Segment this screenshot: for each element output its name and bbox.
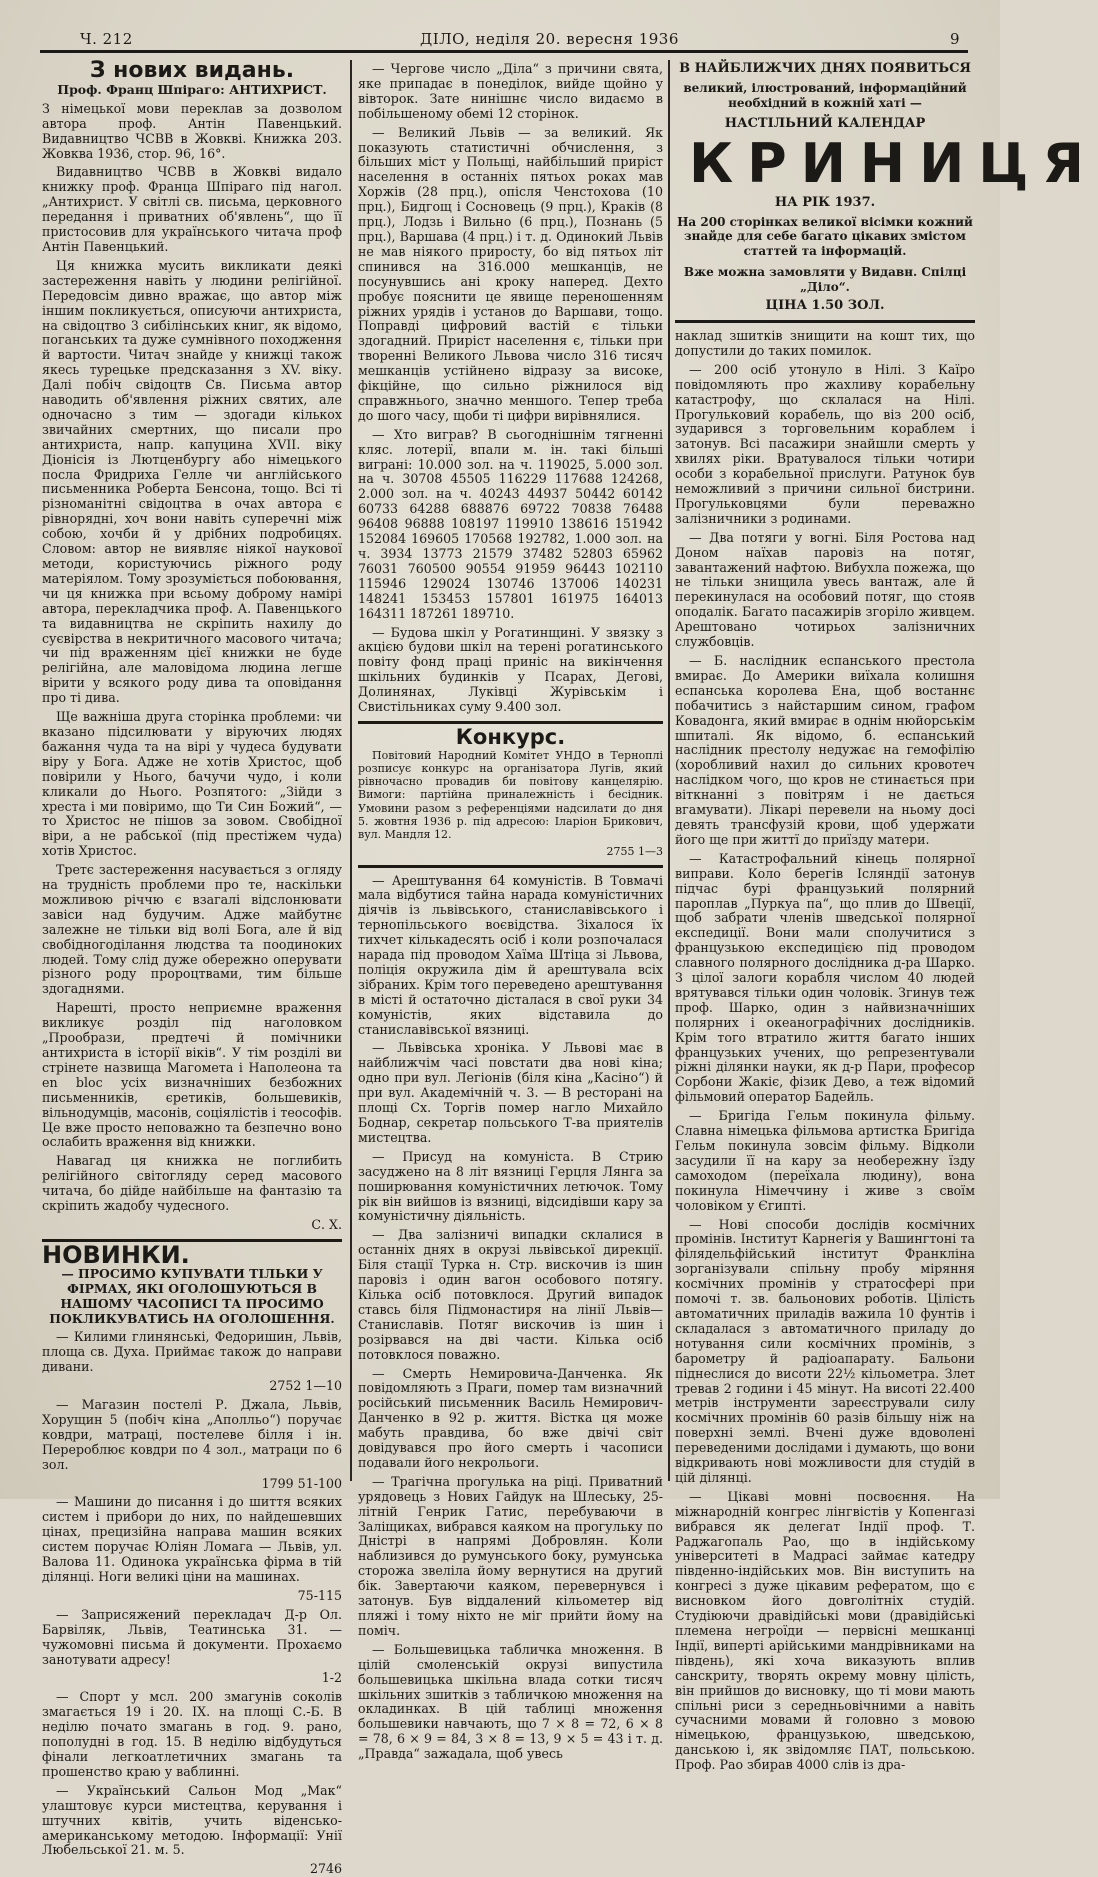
classified-ad: — Магазин постелі Р. Джала, Львів, Хорущин 5 (побіч кіна „Аполльо“) поручає ковдри, матраці, постелеве білля і ін. Перероблює ковдри по 4 зол., матраци по 6 зол. (42, 1397, 342, 1472)
review-paragraph: Видавництво ЧСВВ в Жовкві видало книжку проф. Франца Шпіраго під нагол. „Антихрист. У світлі св. письма, церковного передання і приватних об'явлень“, що її пристосовив для українського читача проф Антін Павенцький. (42, 164, 342, 254)
review-paragraph: Третє застереження насувається з огляду на трудність проблеми про те, наскільки можливою річчю є взагалі відслонювати завіси над будучим. Адже майбутнє залежне не тільки від волі Бога, але й від свобідногоділання людства та поодиноких людей. Тому слід дуже обережно оперувати різного роду пророцтвами, тим більше здогаднями. (42, 862, 342, 997)
ad-year: НА РІК 1937. (774, 194, 876, 210)
section-separator (358, 721, 663, 724)
page-number-right: 9 (949, 30, 960, 48)
column-2 (358, 61, 663, 1762)
news-item-continuation: наклад зшитків знищити на кошт тих, що допустили до таких помилок. (675, 327, 975, 358)
news-item: — Б. наслідник еспанського престола вмирає. До Америки виїхала колишня еспанська королева Ена, щоб востаннє побачитись з найстаршим сином, графом Ковадонга, який вмирає в однім нюйорськім шпиталі. Як відомо, б. еспанський наслідник престолу недужає на гемофілію (хоробливий нахил до сильних кровотеч наслідком чого, що кров не стинається при віткнанні з повітрям і не дається вгамувати). Лікарі перевели на ньому досі девять трансфузій крови, щоб удержати його ще при життї до приїзду матери. (675, 653, 975, 847)
review-paragraph: З німецької мови переклав за дозволом автора проф. Антін Павенцький. Видавництво ЧСВВ в Жовкві. Книжка 203. Жовква 1936, стор. 96, 16°. (42, 100, 342, 161)
news-item: — Два залізничі випадки склалися в останніх днях в окрузі львівської дирекції. Біля стації Турка н. Стр. вискочив із шин паровіз і один вагон особового потягу. Кілька осіб потовклося. Другий випадок ставсь біля Підмонастиря на лінії Львів—Станиславів. Потяг вискочив із шин і розірвався на дві части. Кілька осіб потовклося поважно. (358, 1227, 663, 1362)
ad-description: великий, ілюстрований, інформаційний необхідний в кожній хаті — (683, 80, 967, 110)
news-item: — Львівська хроніка. У Львові має в найближчім часі повстати два нові кіна; одно при вул. Легіонів (біля кіна „Касіно“) й при вул. Академічній ч. 3. — В ресторані на площі Сх. Торгів помер нагло Михайло Боднар, секретар польського Т-ва приятелів мистецтва. (358, 1040, 663, 1145)
news-item: — Великий Львів — за великий. Як показують статистичні обчислення, з більших міст у Польщі, найбільший приріст населення в останніх пятьох роках мав Хоржів (28 прц.), опісля Ченстохова (10 прц.), Бидгощ і Сосновець (9 прц.), Краків (8 прц.), Лодзь і Вильно (6 прц.), Познань (5 прц.), Варшава (4 прц.) і т. д. Одинокий Львів не мав ніякого приросту, бо від пятьох літ спинився на 316.000 мешканців, не посунувшись ані кроку наперед. Дехто пробує пояснити це явище переношенням ріжних урядів і установ до Варшави, тощо. Поправді цифровий вастій є тільки здогадний. Приріст населення є, тільки при творенні Великого Львова число 316 тисяч мешканців устійнено відразу за високе, фікційне, що сильно ріжнилося від справжнього, значно меншого. Тепер треба до шого часу, щоби ті цифри вирівнялися. (358, 124, 663, 423)
ad-announcement: В НАЙБЛИЖЧИХ ДНЯХ ПОЯВИТЬСЯ (679, 61, 971, 76)
review-paragraph: Нарешті, просто неприємне враження викликує розділ під наголовком „Прообрази, предтечі й помічники антихриста в історії віків“. У тім розділі ви стрінете назвища Магомета і Наполеона та en bloc усіх визначніших безбожних письменників, єретиків, большевиків, вільнодумців, масонів, соціялістів і теософів. Це вже просто неповажно та безпечно воно ослабить враження від книжки. (42, 1000, 342, 1150)
ad-price: ЦІНА 1.50 ЗОЛ. (765, 298, 885, 314)
news-item: — Трагічна прогулька на ріці. Приватний урядовець з Нових Гайдук на Шлеську, 25-літній Генрик Гатис, перебуваючи в Заліщиках, вибрався каяком на прогульку по Дністрі в напрямі Добровлян. Коли наблизився до румунського боку, румунська сторожа звеліла йому вернутися на другий бік. Завертаючи каяком, перевернувся і затонув. Був віддалений кільометер від пляжі і тому ніхто не міг прийти йому на поміч. (358, 1473, 663, 1638)
classified-ad-number: 1799 51-100 (261, 1475, 342, 1491)
section-separator (358, 865, 663, 868)
classified-ad-number: 1-2 (321, 1670, 342, 1686)
section-title-new-publications: З нових видань. (89, 58, 295, 83)
ad-title: КРИНИЦЯ (689, 131, 1098, 195)
news-item: — 200 осіб утонуло в Нілі. З Каїро повідомляють про жахливу корабельну катастрофу, що склалася на Нілі. Прогульковий корабель, що віз 200 осіб, зударився з торговельним кораблем і затонув. Всі пасажири знайшли смерть у хвилях ріки. Вратувалося тільки чотири особи з корабельної прислуги. Ратунок був неможливий з причини сильної бистрини. Прогульковцями були переважно залізничники з родинами. (675, 361, 975, 526)
news-item: — Чергове число „Діла“ з причини свята, яке припадає в понеділок, вийде щойно у вівторок. Зате нинішнє число видаємо в побільшеному обемі 12 сторінок. (358, 61, 663, 121)
masthead-date: ДІЛО, неділя 20. вересня 1936 (420, 30, 679, 48)
news-item: — Будова шкіл у Рогатинщині. У звязку з акцією будови шкіл на терені рогатинського повіту фонд праці приніс на викінчення шкільних будинків у Псарах, Дегові, Долинянах, Луківці Журівськім і Свистільниках суму 9.400 зол. (358, 624, 663, 715)
ad-body: На 200 сторінках великої вісімки кожний знайде для себе багато цікавих змістом статтей та інформацій. (677, 214, 973, 259)
news-item: — Большевицька табличка множення. В цілій смоленській окрузі випустила большевицька шкільна влада сотки тисяч шкільних зшитків з табличкою множення на окладинках. В цій таблиці множення большевики навчають, що 7 × 8 = 72, 6 × 8 = 78, 6 × 9 = 84, 3 × 8 = 13, 9 × 5 = 43 і т. д. „Правда“ зажадала, щоб увесь (358, 1641, 663, 1762)
page-header (60, 26, 960, 52)
review-signature: С. Х. (311, 1216, 342, 1232)
news-item: — Присуд на комуніста. В Стрию засуджено на 8 літ вязниці Герцля Лянга за поширювання комуністичних летючок. Тому рік він вийшов із вязниці, відсидівши кару за комуністичну діяльність. (358, 1148, 663, 1224)
news-item: — Нові способи дослідів космічних промінів. Інститут Карнегія у Вашингтоні та філядельфійський інститут Франкліна зорганізували спільну пробу міряння космічних промінів у стратосфері при помочі т. зв. бальонових роботів. Цілість автоматичних приладів важила 10 фунтів і складалася з автоматичного приладу до нотування сили космічних промінів, з барометру й радіоапарату. Бальони піднеслися до висоти 22½ кільометра. Злет тревав 2 години і 45 мінут. На висоті 22.400 метрів інструменти зареєстрували силу космічних промінів 60 разів більшу ніж на поверхні землі. Вчені дуже вдоволені переведеними дослідами і думають, що вони відкривають нові можливости для студій в цій ділянці. (675, 1216, 976, 1485)
review-paragraph: Ця книжка мусить викликати деякі застереження навіть у людини релігійної. Передовсім дивно вражає, що автор між іншим покликується, описуючи антихриста, на свідоцтво 3 сибілінських книг, як відомо, поганських та дуже сумнівного походження й вартости. Читач знайде у книжці також якесь турецьке предсказання з XV. віку. Далі побіч свідоцтв Св. Письма автор наводить об'явлення ріжних святих, але одночасно з тим — здогади кількох звичайних смертних, що писали про антихриста, напр. капуцина XVII. віку Діонісія із Лютценбургу або німецького посла Фридриха Гелле чи англійського письменника Роберта Бенсона, тощо. Всі ті різноманітні свідоцтва в очах автора є рівнорядні, хоч вони навіть суперечні між собою, хочби й у дрібних подробицях. Словом: автор не виявляє ніякої наукової методи, користуючись ріжного роду матеріялом. Тому зрозуміється побоювання, чи ця книжка при всьому доброму намірі автора, перекладчика проф. А. Павенцького та видавництва не скріпить нахилу до суєвірства в некритичного масового читача; чи під враженням цієї книжки не буде релігійна, але маловідома людина легше вірити у всякого роду дива та оповідання про ті дива. (42, 257, 342, 706)
column-1 (42, 58, 342, 1877)
ad-order: Вже можна замовляти у Видавн. Спілці „Діло“. (683, 265, 967, 295)
news-item: — Катастрофальний кінець полярної виправи. Коло берегів Ісляндії затонув підчас бурі французький полярний пароплав „Пуркуа па“, що плив до Швеції, щоб забрати членів шведської полярної експедиції. Вони мали сполучитися з французькою експедицією під проводом славного полярного дослідника д-ра Шарко. З цілої залоги корабля числом 40 людей врятувався тільки один чоловік. Згинув теж проф. Шарко, один з найвизначніших полярних і океанографічних дослідників. Крім того втратило життя багато інших французьких учених, що репрезентували ріжні ділянки науки, як д-р Пари, професор Сорбони Жакіє, фізик Дево, а теж відомий фільмовий оператор Бадейль. (675, 850, 975, 1105)
classified-ad: — Український Сальон Мод „Мак“ улаштовує курси мистецтва, керування і штучних квітів, учить віденсько-американському методою. Інформації: Унії Любельської 21. м. 5. (42, 1782, 342, 1858)
news-item: — Арештування 64 комуністів. В Товмачі мала відбутися тайна нарада комуністичних діячів із львівського, станиславівського і тернопільського воєвідства. Зіхалося їх тихчет кількадесять осіб і коли розпочалася нарада під проводом Хаїма Штіца зі Львова, поліція окружила дім й арештувала всіх зібраних. Крім того переведено арештування в місті й остаточно дісталася в свої руки 34 комуністів, яких відставила до станиславівської вязниці. (358, 872, 663, 1037)
classified-ad: — Машини до писання і до шиття всяких систем і прибори до них, по найдешевших цінах, прецизійна направа машин всяких систем поручає Юліян Ломага — Львів, ул. Валова 11. Одинока українська фірма в тій ділянці. Ноги великі ціни на машинах. (42, 1494, 342, 1584)
competition-notice: Повітовий Народний Комітет УНДО в Терноплі розписує конкурс на організатора Лугів, який рівночасно провадив би повітову канцелярію. Вимоги: партійна приналежність і бесідник. Умовини разом з референціями надсилати до дня 5. жовтня 1936 р. під адресою: Іларіон Брикович, вул. Мандля 12. (358, 748, 663, 842)
review-paragraph: Ще важніша друга сторінка проблеми: чи вказано підсилювати у віруючих людях бажання чуда та на вірі у чудеса будувати віру у Бога. Адже не хотів Христос, щоб повірили у Нього, бачучи чудо, і коли кликали до Нього. Розпятого: „Зійди з хреста і ми повіримо, що Ти Син Божий“, — то Христос не пішов за зовом. Свобідної віри, а не рабської (під престіжем чуда) хотів Христос. (42, 709, 342, 859)
classified-ad-number: 75-115 (297, 1587, 342, 1603)
news-item: — Цікаві мовні посвоєння. На міжнародній конгрес лінгвістів у Копенгазі вибрався як делегат Індії проф. Т. Раджагопаль Рао, що в індійському університеті в Мадрасі займає катедру південно-індійських мов. Він виступить на конгресі з дуже цікавим рефератом, що є висновком його довголітніх студій. Студіюючи дравідійські мови (дравідійські племена негроїди — первісні мешканці Індії, виперті арійськими мандрівниками на південь), які хоча виказують вплив санскриту, творять окрему мовну цілість, він прийшов до висновку, що ті мови мають спільні риси з середньовічними а навіть сучасними мовами й головно з мовою німецькою, французькою, шведською, данською і, як звідомляє ПАТ, польською. Проф. Рао збирав 4000 слів із дра- (675, 1488, 975, 1773)
column-3 (675, 61, 1098, 1773)
section-title-news: НОВИНКИ. (42, 1240, 190, 1269)
classified-ad: — Заприсяжений перекладач Д-р Ол. Барвіляк, Львів, Театинська 31. — чужомовні письма й документи. Прохаємо занотувати адресу! (42, 1606, 342, 1667)
news-item: — Два потяги у вогні. Біля Ростова над Доном наїхав паровіз на потяг, завантажений нафтою. Вибухла пожежа, що не тільки знищила увесь вантаж, але й перекинулася на особовий потяг, що стояв оподалік. Багато пасажирів згоріло живцем. Арештовано чотирьох залізничних службовців. (675, 529, 976, 650)
classified-ad-number: 2746 (309, 1861, 342, 1877)
calendar-advertisement (675, 61, 1098, 314)
section-separator (675, 320, 975, 323)
classified-ad: — Килими глинянські, Федоришин, Львів, площа св. Духа. Приймає також до направи дивани. (42, 1329, 342, 1375)
news-item: — Спорт у мсл. 200 змагунів соколів змагається 19 і 20. IX. на площі С.-Б. В неділю почато змагань в год. 9. рано, пополудні в год. 15. В неділю відбудуться фінали легкоатлетичних змагань та прошенство краю у ваблинні. (42, 1689, 342, 1779)
ad-subtitle: НАСТІЛЬНИЙ КАЛЕНДАР (724, 115, 926, 131)
news-item: — Смерть Немировича-Данченка. Як повідомляють з Праги, помер там визначний російський письменник Василь Немирович-Данченко в 92 р. життя. Вістка ця може мабуть правдива, бо вже двічі світ довідувався про його смерть і часописи подавали його некрольоги. (358, 1365, 663, 1470)
page-number-left: Ч. 212 (80, 30, 133, 48)
review-subtitle: Проф. Франц Шпіраго: АНТИХРИСТ. (57, 81, 327, 97)
competition-notice-number: 2755 1—3 (606, 845, 663, 859)
news-item: — Бригіда Гельм покинула фільму. Славна німецька фільмова артистка Бригіда Гельм покинула зовсім фільму. Відколи засудили її на кару за необережну їзду самоходом (переїхала людину), вона покинула Німеччину і живе з своїм чоловіком у Єгипті. (675, 1108, 975, 1213)
classified-ad-number: 2752 1—10 (269, 1378, 342, 1394)
news-notice: — ПРОСИМО КУПУВАТИ ТІЛЬКИ У ФІРМАХ, ЯКІ ОГОЛОШУЮТЬСЯ В НАШОМУ ЧАСОПИСІ ТА ПРОСИМО ПОКЛИКУВАТИСЬ НА ОГОЛОШЕННЯ. (49, 1265, 335, 1326)
column-divider-2 (668, 60, 670, 1481)
section-title-competition: Конкурс. (455, 724, 566, 749)
review-paragraph: Навагад ця книжка не поглибить релігійного світогляду серед масового читача, бо дійде найбільше на фантазію та скріпить жадобу чудесного. (42, 1153, 342, 1214)
header-rule (40, 50, 968, 53)
column-divider-1 (350, 60, 352, 1481)
lottery-results: — Хто виграв? В сьогоднішнім тягненні кляс. лотерії, впали м. ін. такі більші виграні: 10.000 зол. на ч. 119025, 5.000 зол. на ч. 30708 45505 116229 117688 124268, 2.000 зол. на ч. 40243 44937 50442 60142 60733 64288 688876 69722 70838 76488 96408 96888 108197 119910 138616 151942 152084 169605 170568 192782, 1.000 зол. на ч. 3934 13773 21579 37482 52803 65962 76031 760500 90554 91959 96443 102110 115946 129024 130746 137006 140231 148241 153453 157801 161975 164013 164311 187261 189710. (358, 426, 663, 621)
